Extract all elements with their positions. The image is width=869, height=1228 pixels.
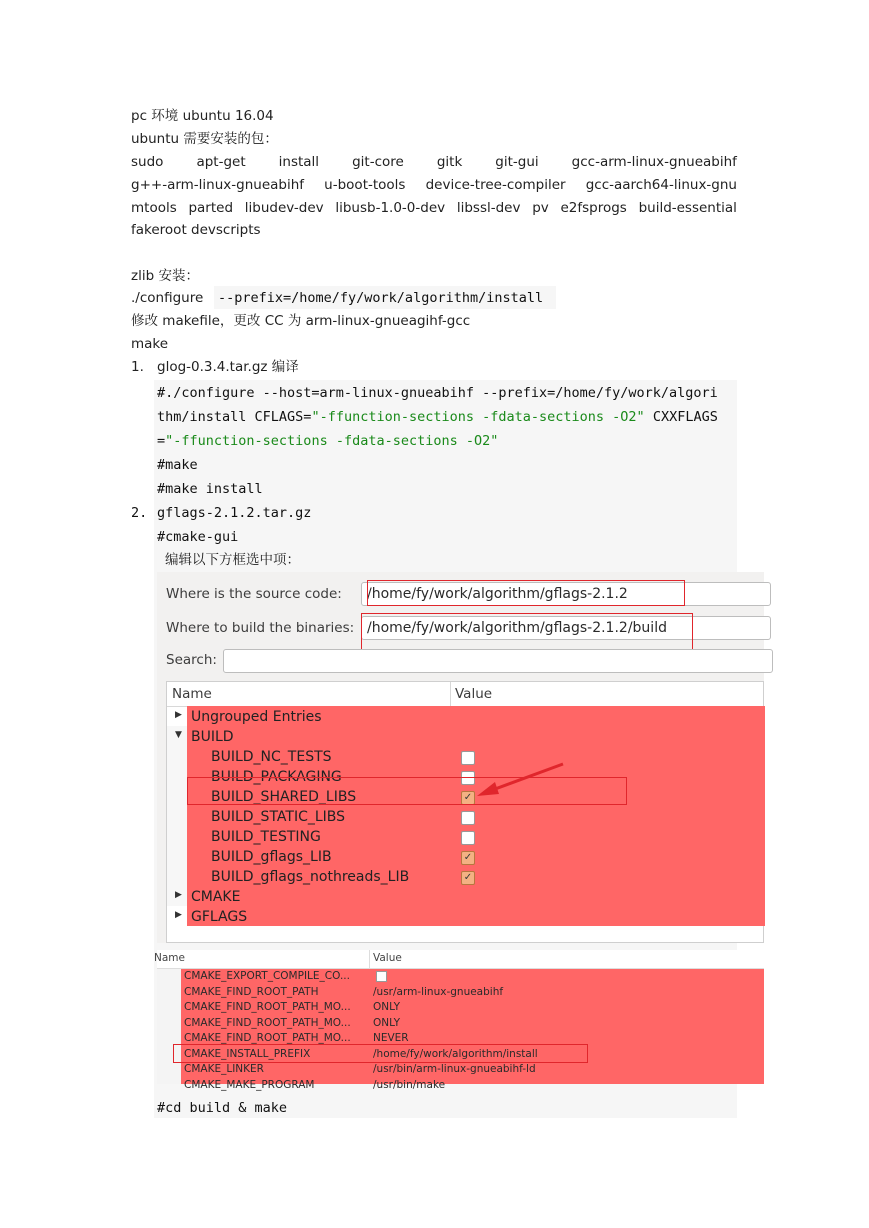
- collapsed-triangle-icon[interactable]: ▶: [175, 910, 182, 920]
- glog-heading: glog-0.3.4.tar.gz 编译: [157, 359, 299, 375]
- package-word: gcc-arm-linux-gnueabihf: [571, 154, 737, 170]
- entry-build-packaging[interactable]: BUILD_PACKAGING: [211, 769, 342, 785]
- package-word: mtools: [131, 200, 177, 216]
- indent-column: [167, 726, 187, 906]
- cache-entry-value[interactable]: /usr/arm-linux-gnueabihf: [373, 986, 504, 998]
- package-word: pv: [532, 200, 549, 216]
- checkbox-checked[interactable]: ✓: [461, 791, 475, 805]
- expanded-triangle-icon[interactable]: ▼: [175, 730, 182, 740]
- env-line: pc 环境 ubuntu 16.04: [131, 108, 274, 124]
- group-cmake[interactable]: CMAKE: [191, 889, 241, 905]
- package-word: libudev-dev: [244, 200, 324, 216]
- package-word: git-core: [352, 154, 404, 170]
- cache-entry-name[interactable]: CMAKE_FIND_ROOT_PATH_MO...: [184, 1017, 351, 1029]
- build-binaries-field[interactable]: /home/fy/work/algorithm/gflags-2.1.2/build: [361, 616, 771, 640]
- package-word: device-tree-compiler: [425, 177, 566, 193]
- cache-entry-name[interactable]: CMAKE_MAKE_PROGRAM: [184, 1079, 315, 1091]
- checkbox-checked[interactable]: ✓: [461, 871, 475, 885]
- column-header-name: Name: [172, 686, 212, 702]
- cache-entry-value[interactable]: /usr/bin/make: [373, 1079, 446, 1091]
- glog-make-install: #make install: [157, 481, 263, 497]
- search-input[interactable]: [223, 649, 773, 673]
- entry-build-gflags-nothreads-lib[interactable]: BUILD_gflags_nothreads_LIB: [211, 869, 410, 885]
- zlib-heading: zlib 安装：: [131, 268, 199, 284]
- glog-configure-line-2: [157, 405, 718, 429]
- entry-build-testing[interactable]: BUILD_TESTING: [211, 829, 321, 845]
- column-divider: [450, 682, 451, 706]
- gflags-build-cmd: #cd build & make: [157, 1100, 288, 1116]
- install-prefix-highlight-box: [173, 1044, 588, 1063]
- column-divider: [369, 950, 370, 968]
- package-word: e2fsprogs: [560, 200, 627, 216]
- glog-configure-line-3: [157, 429, 498, 453]
- cache-entry-install-prefix[interactable]: CMAKE_INSTALL_PREFIX: [184, 1048, 311, 1060]
- column-header-value: Value: [455, 686, 493, 702]
- cache-entry-name[interactable]: CMAKE_FIND_ROOT_PATH_MO...: [184, 1032, 351, 1044]
- zlib-configure-cmd: ./configure: [131, 290, 204, 306]
- package-word: apt-get: [196, 154, 246, 170]
- group-build[interactable]: BUILD: [191, 729, 234, 745]
- gflags-cmake-gui: #cmake-gui: [157, 529, 239, 545]
- source-highlight-box: [367, 580, 685, 606]
- list-number-1: 1.: [131, 359, 144, 375]
- collapsed-triangle-icon[interactable]: ▶: [175, 890, 182, 900]
- table-header: [154, 950, 764, 969]
- package-word: build-essential: [638, 200, 737, 216]
- cache-table: [166, 681, 764, 943]
- column-header-name: Name: [154, 952, 185, 964]
- entry-build-static-libs[interactable]: BUILD_STATIC_LIBS: [211, 809, 346, 825]
- package-word: gcc-aarch64-linux-gnu: [585, 177, 737, 193]
- group-gflags[interactable]: GFLAGS: [191, 909, 248, 925]
- column-header-value: Value: [373, 952, 402, 964]
- glog-make: #make: [157, 457, 198, 473]
- package-list-row-1: [131, 151, 737, 173]
- cache-entry-name[interactable]: CMAKE_LINKER: [184, 1063, 264, 1075]
- source-code-field[interactable]: /home/fy/work/algorithm/gflags-2.1.2: [361, 582, 771, 606]
- code-string: "-ffunction-sections -fdata-sections -O2": [165, 433, 499, 449]
- package-word: sudo: [131, 154, 164, 170]
- zlib-configure-arg: --prefix=/home/fy/work/algorithm/install: [218, 290, 544, 306]
- cache-entry-name[interactable]: CMAKE_EXPORT_COMPILE_CO...: [184, 970, 350, 982]
- package-word: u-boot-tools: [324, 177, 406, 193]
- cache-entry-value[interactable]: ONLY: [373, 1017, 400, 1029]
- cache-entry-value[interactable]: /home/fy/work/algorithm/install: [373, 1048, 538, 1060]
- package-word: g++-arm-linux-gnueabihf: [131, 177, 305, 193]
- edit-note: 编辑以下方框选中项：: [165, 552, 300, 568]
- cache-entry-value[interactable]: ONLY: [373, 1001, 400, 1013]
- checkbox-unchecked[interactable]: [461, 751, 475, 765]
- cache-entry-value[interactable]: /usr/bin/arm-linux-gnueabihf-ld: [373, 1063, 536, 1075]
- cache-entry-value[interactable]: NEVER: [373, 1032, 409, 1044]
- cmake-cache-screenshot: [154, 950, 764, 1091]
- glog-configure-line-1: #./configure --host=arm-linux-gnueabihf --prefix=/home/fy/work/algori: [157, 385, 718, 401]
- package-list-row-2: [131, 174, 737, 196]
- cmake-gui-screenshot: [157, 572, 764, 943]
- search-label: Search:: [166, 652, 217, 668]
- cache-entry-name[interactable]: CMAKE_FIND_ROOT_PATH: [184, 986, 319, 998]
- code-string: "-ffunction-sections -fdata-sections -O2": [311, 409, 645, 425]
- package-list-row-3: [131, 197, 737, 219]
- package-heading: ubuntu 需要安装的包：: [131, 131, 278, 147]
- checkbox-checked[interactable]: ✓: [461, 851, 475, 865]
- group-ungrouped-entries[interactable]: Ungrouped Entries: [191, 709, 322, 725]
- arrow-icon: [475, 760, 570, 800]
- code-text: =: [157, 433, 166, 449]
- code-text: CXXFLAGS: [644, 409, 718, 425]
- package-word: parted: [188, 200, 234, 216]
- zlib-modify-line: 修改 makefile，更改 CC 为 arm-linux-gnueagihf-gcc: [131, 313, 471, 329]
- entry-build-gflags-lib[interactable]: BUILD_gflags_LIB: [211, 849, 332, 865]
- checkbox-unchecked[interactable]: [461, 831, 475, 845]
- checkbox-unchecked[interactable]: [376, 971, 387, 982]
- package-word: libssl-dev: [456, 200, 521, 216]
- zlib-make: make: [131, 336, 169, 352]
- package-word: libusb-1.0-0-dev: [335, 200, 446, 216]
- collapsed-triangle-icon[interactable]: ▶: [175, 710, 182, 720]
- checkbox-unchecked[interactable]: [461, 811, 475, 825]
- code-text: thm/install CFLAGS=: [157, 409, 312, 425]
- package-word: install: [278, 154, 320, 170]
- build-binaries-label: Where to build the binaries:: [166, 620, 355, 636]
- gflags-heading: gflags-2.1.2.tar.gz: [157, 505, 312, 521]
- package-list-row-4: fakeroot devscripts: [131, 222, 261, 238]
- entry-build-nc-tests[interactable]: BUILD_NC_TESTS: [211, 749, 332, 765]
- build-highlight-box: [361, 613, 693, 650]
- list-number-2: 2.: [131, 505, 148, 521]
- indent-column: [157, 969, 181, 1084]
- package-word: git-gui: [495, 154, 539, 170]
- entry-build-shared-libs[interactable]: BUILD_SHARED_LIBS: [211, 789, 357, 805]
- cache-entry-name[interactable]: CMAKE_FIND_ROOT_PATH_MO...: [184, 1001, 351, 1013]
- source-code-label: Where is the source code:: [166, 586, 342, 602]
- package-word: gitk: [436, 154, 463, 170]
